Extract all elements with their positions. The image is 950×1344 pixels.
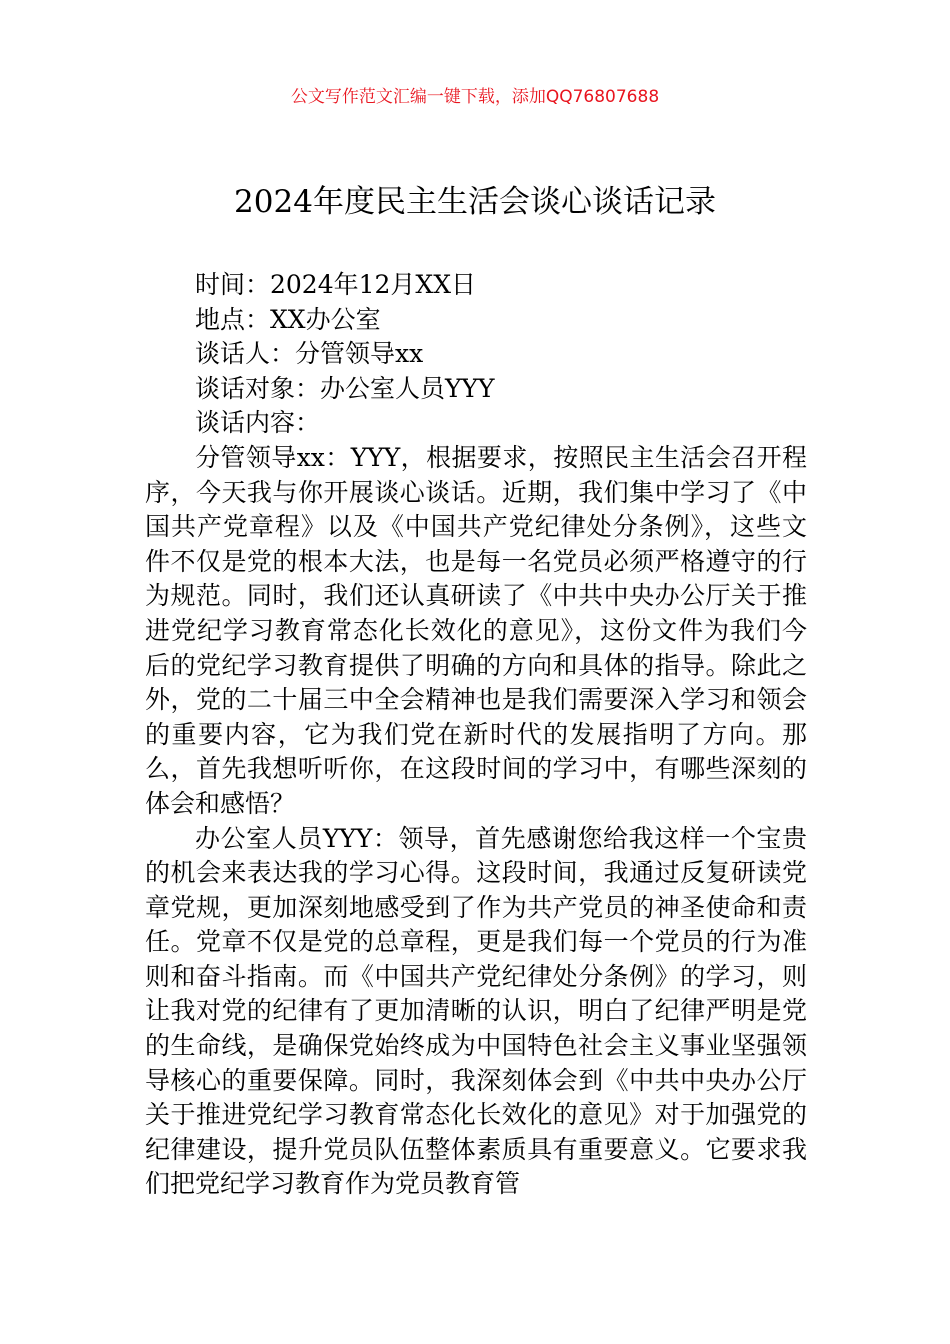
download-banner: 公文写作范文汇编一键下载，添加QQ76807688: [290, 87, 660, 107]
meta-speaker: 谈话人：分管领导xx: [195, 339, 424, 369]
paragraph-leader: 分管领导xx：YYY，根据要求，按照民主生活会召开程序，今天我与你开展谈心谈话。近期，我们集中学习了《中国共产党章程》以及《中国共产党纪律处分条例》，这些文件不仅是党的根本大法，也是每一名党员必须严格遵守的行为规范。同时，我们还认真研读了《中共中央办公厅关于推进党纪学习教育常态化长效化的意见》，这份文件为我们今后的党纪学习教育提供了明确的方向和具体的指导。除此之外，党的二十届三中全会精神也是我们需要深入学习和领会的重要内容，它为我们党在新时代的发展指明了方向。那么，首先我想听听你，在这段时间的学习中，有哪些深刻的体会和感悟？: [145, 442, 807, 818]
document-body: [145, 268, 807, 1202]
meta-place: 地点：XX办公室: [195, 304, 381, 334]
meta-time: 时间：2024年12月XX日: [195, 270, 477, 299]
document-title: 2024年度民主生活会谈心谈话记录: [234, 184, 716, 220]
paragraph-staff: 办公室人员YYY：领导，首先感谢您给我这样一个宝贵的机会来表达我的学习心得。这段时间，我通过反复研读党章党规，更加深刻地感受到了作为共产党员的神圣使命和责任。党章不仅是党的总章程，更是我们每一个党员的行为准则和奋斗指南。而《中国共产党纪律处分条例》的学习，则让我对党的纪律有了更加清晰的认识，明白了纪律严明是党的生命线，是确保党始终成为中国特色社会主义事业坚强领导核心的重要保障。同时，我深刻体会到《中共中央办公厅关于推进党纪学习教育常态化长效化的意见》对于加强党的纪律建设，提升党员队伍整体素质具有重要意义。它要求我们把党纪学习教育作为党员教育管: [145, 823, 807, 1199]
meta-content-label: 谈话内容：: [195, 408, 321, 438]
meta-target: 谈话对象：办公室人员YYY: [195, 373, 495, 403]
